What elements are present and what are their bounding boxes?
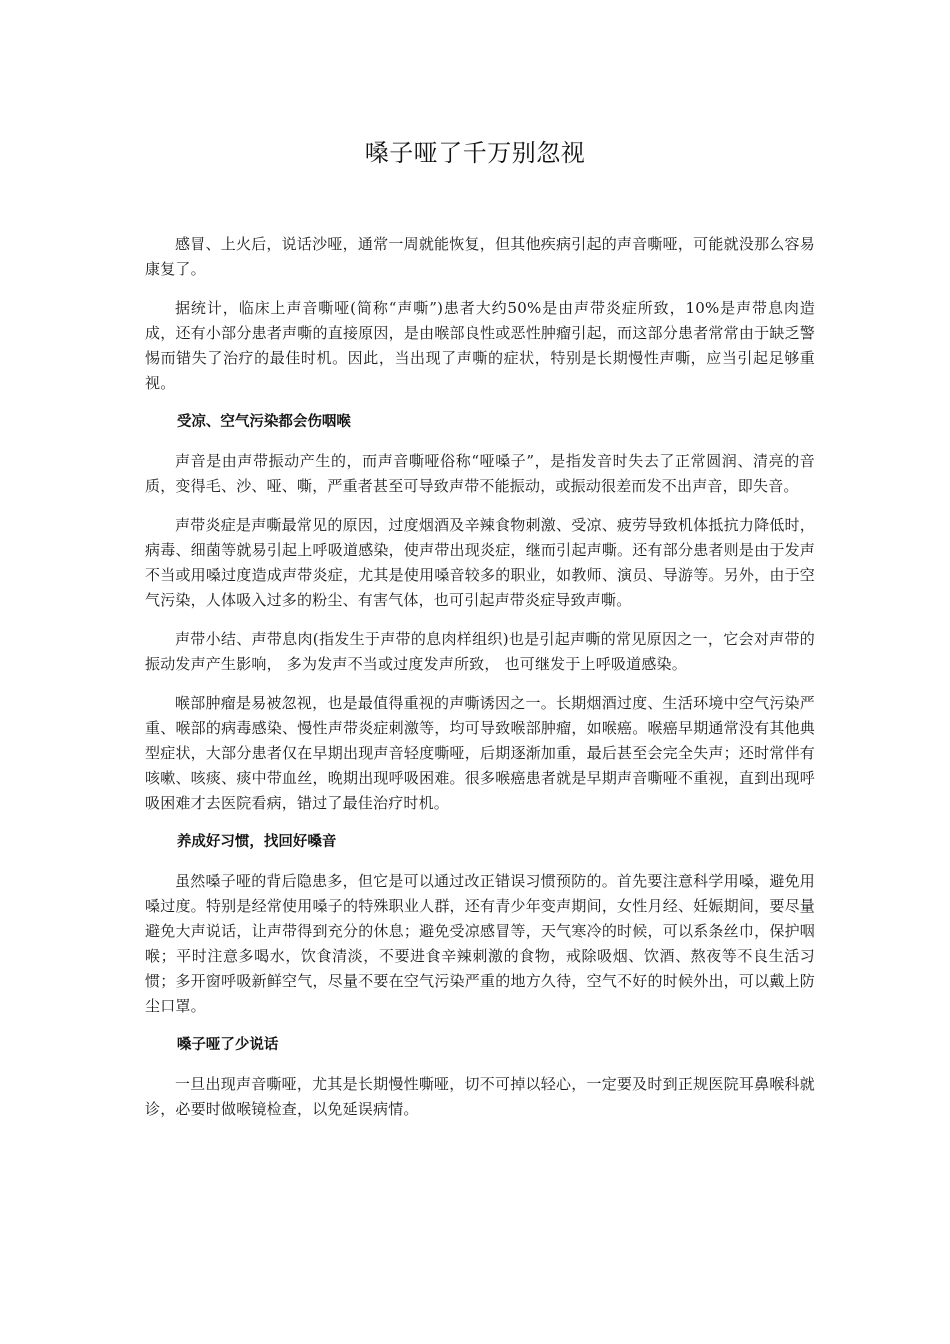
paragraph: 据统计，临床上声音嘶哑(简称“声嘶”)患者大约50%是由声带炎症所致，10%是声带息肉造成，还有小部分患者声嘶的直接原因，是由喉部良性或恶性肿瘤引起，而这部分患者常常由于缺乏警惕而错失了治疗的最佳时机。因此，当出现了声嘶的症状，特别是长期慢性声嘶，应当引起足够重视。: [145, 299, 815, 392]
article-body: [145, 232, 815, 1136]
paragraph: 声带炎症是声嘶最常见的原因，过度烟酒及辛辣食物刺激、受凉、疲劳导致机体抵抗力降低时，病毒、细菌等就易引起上呼吸道感染，使声带出现炎症，继而引起声嘶。还有部分患者则是由于发声不当或用嗓过度造成声带炎症，尤其是使用嗓音较多的职业，如教师、演员、导游等。另外，由于空气污染，人体吸入过多的粉尘、有害气体，也可引起声带炎症导致声嘶。: [145, 516, 815, 609]
section-heading: 嗓子哑了少说话: [176, 1037, 279, 1053]
section-heading: 受凉、空气污染都会伤咽喉: [176, 414, 351, 430]
section-heading: 养成好习惯，找回好嗓音: [176, 834, 337, 850]
page-title: 嗓子哑了千万别忽视: [364, 139, 586, 167]
paragraph: 声音是由声带振动产生的，而声音嘶哑俗称“哑嗓子”，是指发音时失去了正常圆润、清亮的音质，变得毛、沙、哑、嘶，严重者甚至可导致声带不能振动，或振动很差而发不出声音，即失音。: [145, 452, 815, 495]
paragraph: 声带小结、声带息肉(指发生于声带的息肉样组织)也是引起声嘶的常见原因之一，它会对声带的振动发声产生影响， 多为发声不当或过度发声所致， 也可继发于上呼吸道感染。: [145, 630, 815, 673]
paragraph: 一旦出现声音嘶哑，尤其是长期慢性嘶哑，切不可掉以轻心，一定要及时到正规医院耳鼻喉科就诊，必要时做喉镜检查，以免延误病情。: [145, 1075, 815, 1118]
paragraph: 喉部肿瘤是易被忽视，也是最值得重视的声嘶诱因之一。长期烟酒过度、生活环境中空气污染严重、喉部的病毒感染、慢性声带炎症刺激等，均可导致喉部肿瘤，如喉癌。喉癌早期通常没有其他典型症状，大部分患者仅在早期出现声音轻度嘶哑，后期逐渐加重，最后甚至会完全失声；还时常伴有咳嗽、咳痰、痰中带血丝，晚期出现呼吸困难。很多喉癌患者就是早期声音嘶哑不重视，直到出现呼吸困难才去医院看病，错过了最佳治疗时机。: [145, 694, 815, 812]
paragraph: 感冒、上火后，说话沙哑，通常一周就能恢复，但其他疾病引起的声音嘶哑，可能就没那么容易康复了。: [145, 235, 815, 278]
paragraph: 虽然嗓子哑的背后隐患多，但它是可以通过改正错误习惯预防的。首先要注意科学用嗓，避免用嗓过度。特别是经常使用嗓子的特殊职业人群，还有青少年变声期间，女性月经、妊娠期间，要尽量避免大声说话，让声带得到充分的休息；避免受凉感冒等，天气寒冷的时候，可以系条丝巾，保护咽喉；平时注意多喝水，饮食清淡，不要进食辛辣刺激的食物，戒除吸烟、饮酒、熬夜等不良生活习惯；多开窗呼吸新鲜空气，尽量不要在空气污染严重的地方久待，空气不好的时候外出，可以戴上防尘口罩。: [145, 872, 815, 1015]
